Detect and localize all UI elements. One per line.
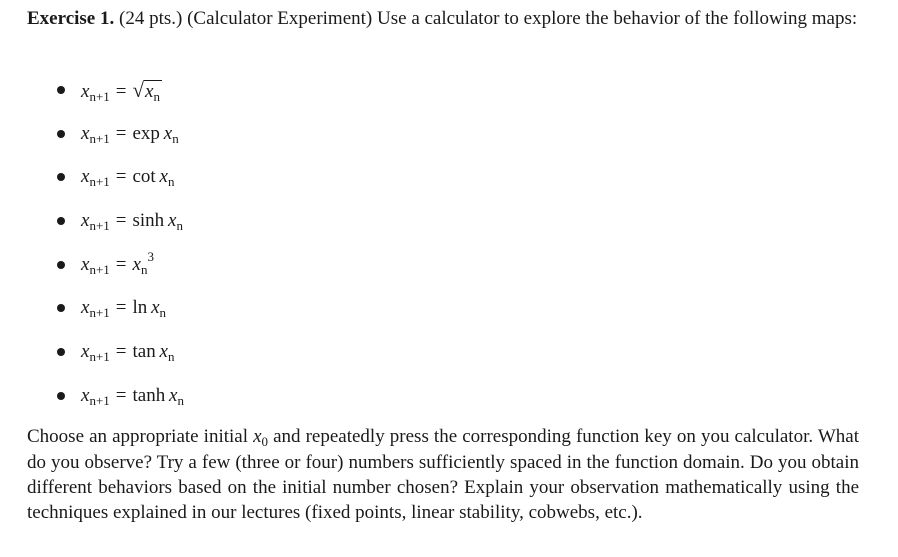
- map-equation: [81, 294, 166, 323]
- map-equation: [81, 382, 184, 411]
- map-equation: [81, 120, 179, 149]
- exercise-title: (Calculator Experiment): [187, 8, 373, 29]
- lhs-subscript: n+1: [89, 305, 110, 321]
- bullet-point: [57, 173, 65, 181]
- lhs-subscript: n+1: [89, 349, 110, 365]
- lhs-subscript: n+1: [89, 261, 110, 277]
- arg-subscript: n: [172, 130, 179, 146]
- arg-subscript: n: [159, 305, 167, 321]
- lhs-variable: x: [81, 166, 90, 188]
- arg-variable: x: [159, 166, 168, 188]
- equals-sign: =: [115, 253, 127, 275]
- equals-sign: =: [115, 210, 127, 232]
- arg-variable: x: [169, 384, 178, 406]
- bullet-point: [57, 261, 65, 269]
- closing-paragraph: [27, 424, 859, 525]
- closing-text-before: Choose an appropriate initial: [27, 426, 254, 447]
- equals-sign: =: [115, 166, 127, 188]
- bullet-point: [57, 130, 65, 138]
- function-name: tan: [132, 341, 156, 363]
- closing-var-subscript: 0: [261, 434, 269, 449]
- function-name: sinh: [132, 210, 165, 232]
- map-equation: [81, 76, 162, 107]
- arg-subscript: n: [167, 174, 175, 190]
- map-equation: [81, 163, 174, 192]
- bullet-point: [57, 348, 65, 356]
- arg-variable: x: [132, 253, 141, 275]
- arg-subscript: n: [177, 392, 184, 408]
- arg-subscript: n: [153, 89, 160, 104]
- lhs-variable: x: [81, 210, 90, 232]
- lhs-variable: x: [81, 341, 90, 363]
- radicand: [144, 80, 162, 104]
- lhs-subscript: n+1: [89, 130, 110, 146]
- bullet-point: [57, 86, 65, 94]
- equals-sign: =: [115, 122, 127, 144]
- arg-subscript: n: [140, 261, 148, 277]
- arg-subscript: n: [176, 218, 183, 234]
- arg-variable: x: [145, 81, 154, 102]
- lhs-variable: x: [81, 297, 90, 319]
- function-name: exp: [132, 122, 160, 144]
- exponent: 3: [147, 248, 154, 264]
- equals-sign: =: [115, 384, 127, 406]
- function-name: ln: [132, 297, 148, 319]
- closing-text-after: and repeatedly press the corresponding function key on you calculator. What do you observe? Try a few (three or four) numbers sufficiently spaced in the function domain. Do you obtain different behaviors based on the initial number chosen? Explain your observation mathematically using the techniques explained in our lectures (fixed points, linear stability, cobwebs, etc.).: [27, 426, 859, 523]
- lhs-variable: x: [81, 253, 90, 275]
- lhs-subscript: n+1: [89, 392, 110, 408]
- bullet-point: [57, 217, 65, 225]
- map-equation: [81, 338, 174, 367]
- equals-sign: =: [115, 341, 127, 363]
- exercise-document: [27, 6, 867, 523]
- map-equation: [81, 248, 154, 280]
- closing-var: x: [253, 426, 262, 447]
- lhs-variable: x: [81, 122, 90, 144]
- lhs-subscript: n+1: [89, 89, 110, 104]
- arg-variable: x: [159, 341, 168, 363]
- function-name: cot: [132, 166, 156, 188]
- bullet-point: [57, 304, 65, 312]
- equals-sign: =: [115, 81, 127, 102]
- lhs-variable: x: [81, 384, 90, 406]
- exercise-heading: Exercise 1.: [27, 8, 115, 29]
- arg-variable: x: [151, 297, 160, 319]
- exercise-points: (24 pts.): [119, 8, 183, 29]
- equals-sign: =: [115, 297, 127, 319]
- arg-subscript: n: [167, 349, 175, 365]
- function-name: tanh: [132, 384, 166, 406]
- map-equation: [81, 207, 183, 236]
- lhs-subscript: n+1: [89, 218, 110, 234]
- lhs-subscript: n+1: [89, 174, 110, 190]
- lhs-variable: x: [81, 81, 90, 102]
- arg-variable: x: [163, 122, 173, 144]
- arg-variable: x: [168, 210, 177, 232]
- bullet-point: [57, 392, 65, 400]
- square-root-sign: √: [132, 78, 145, 102]
- exercise-intro: [27, 6, 867, 31]
- exercise-prompt: Use a calculator to explore the behavior of the following maps:: [377, 8, 858, 29]
